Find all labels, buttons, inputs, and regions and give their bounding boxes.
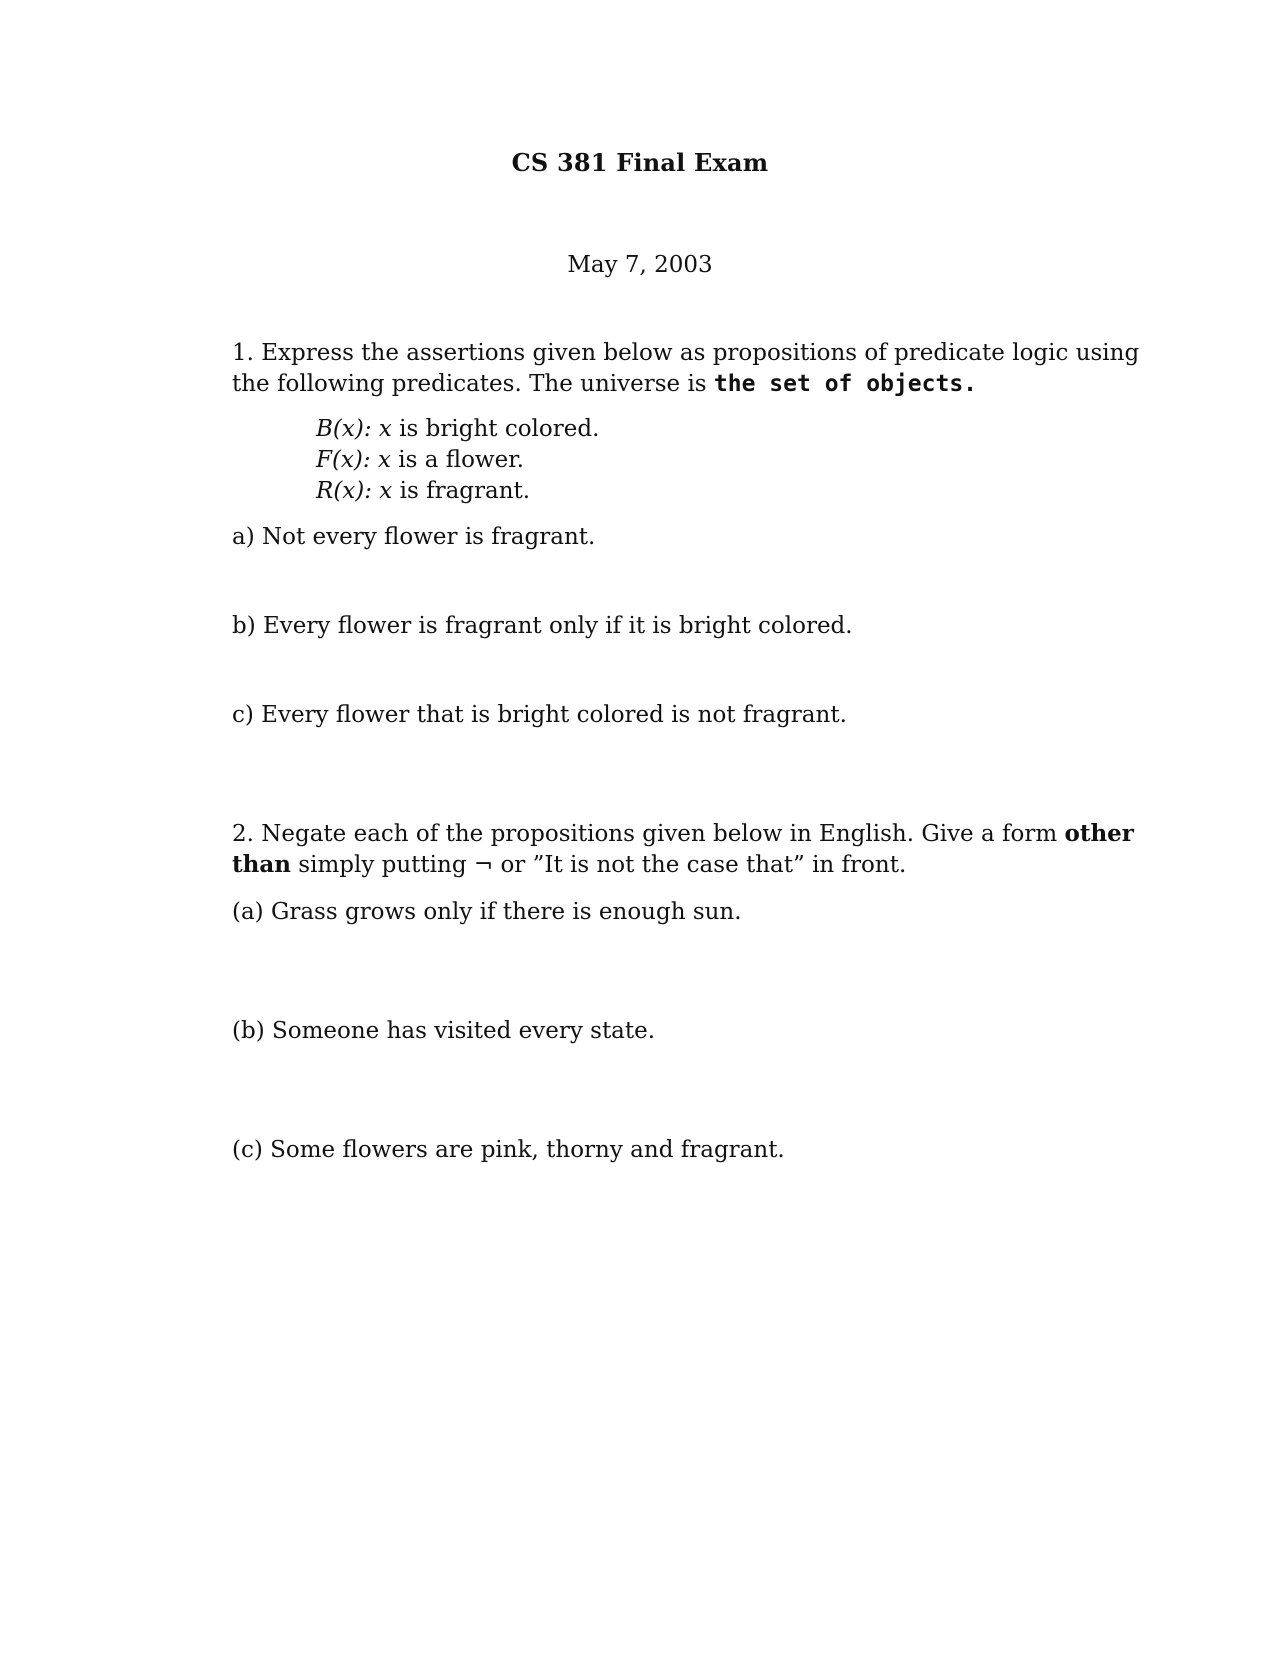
predicate-description: is a flower. <box>390 447 524 473</box>
predicate-symbol: R(x): <box>316 478 372 504</box>
question-2-part-c: (c) Some flowers are pink, thorny and fragrant. <box>232 1137 785 1163</box>
exam-title: CS 381 Final Exam <box>511 148 769 177</box>
question-1-text <box>232 338 1140 369</box>
question-1-line-1: 1. Express the assertions given below as propositions of predicate logic using <box>232 340 1140 366</box>
predicate-description: is fragrant. <box>392 478 531 504</box>
question-2-line-1-prefix: 2. Negate each of the propositions given below in English. Give a form <box>232 821 1065 847</box>
predicate-symbol: F(x): <box>316 447 371 473</box>
question-2-emphasis-other: other <box>1064 820 1134 847</box>
question-1-text-line-2 <box>232 369 1052 400</box>
question-1-part-b: b) Every flower is fragrant only if it is bright colored. <box>232 613 853 639</box>
predicate-variable: x <box>377 447 391 473</box>
predicate-variable: x <box>379 478 393 504</box>
question-1-part-c: c) Every flower that is bright colored is not fragrant. <box>232 702 847 728</box>
universe-emphasis: the set of objects. <box>713 371 978 397</box>
predicate-f <box>316 445 524 476</box>
predicate-symbol: B(x): <box>316 416 372 442</box>
question-2-text <box>232 818 1134 850</box>
predicate-variable: x <box>378 416 392 442</box>
question-2-text-line-2 <box>232 849 1052 881</box>
question-2-emphasis-than: than <box>232 851 291 878</box>
exam-date: May 7, 2003 <box>567 252 713 278</box>
predicate-r <box>316 476 530 507</box>
question-2-line-2-suffix: simply putting ¬ or ”It is not the case that” in front. <box>290 852 907 878</box>
question-1-part-a: a) Not every flower is fragrant. <box>232 524 596 550</box>
question-2-part-a: (a) Grass grows only if there is enough sun. <box>232 899 742 925</box>
question-1-line-2-prefix: the following predicates. The universe is <box>232 371 714 397</box>
question-2-part-b: (b) Someone has visited every state. <box>232 1018 656 1044</box>
predicate-description: is bright colored. <box>391 416 600 442</box>
predicate-b <box>316 414 599 445</box>
